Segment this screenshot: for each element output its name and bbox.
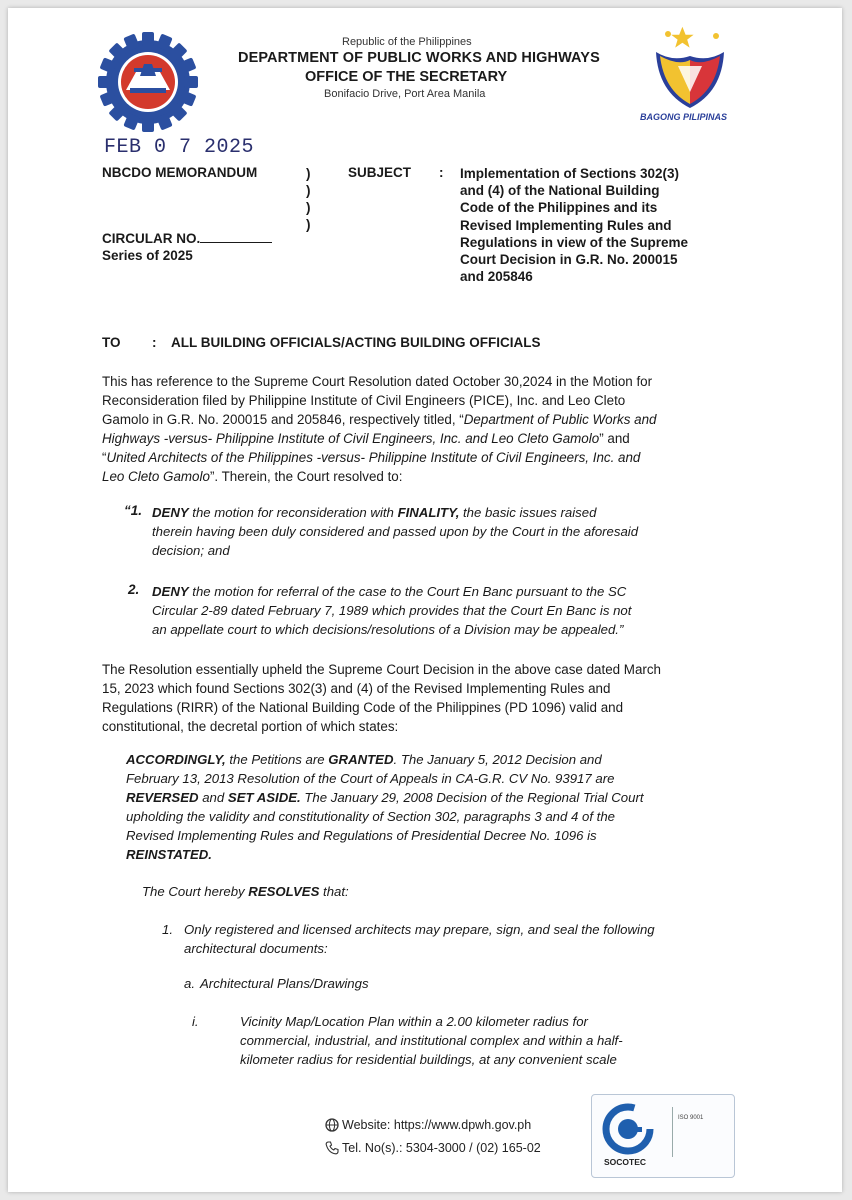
- item-line: Circular 2-89 dated February 7, 1989 which provides that the Court En Banc is not: [152, 603, 632, 618]
- bagong-pilipinas-text: BAGONG PILIPINAS: [640, 112, 728, 122]
- iso-label: ISO 9001: [678, 1115, 704, 1121]
- item-line: decision; and: [152, 543, 230, 558]
- footer-telephone: Tel. No(s).: 5304-3000 / (02) 165-02: [342, 1141, 541, 1155]
- item-line: [152, 503, 718, 522]
- quote-line: February 13, 2013 Resolution of the Court of Appeals in CA-G.R. CV No. 93917 are: [126, 771, 615, 786]
- paragraph-line: This has reference to the Supreme Court Resolution dated October 30,2024 in the Motion for: [102, 374, 653, 389]
- header-department: DEPARTMENT OF PUBLIC WORKS AND HIGHWAYS: [238, 50, 600, 66]
- list-item-number: 1.: [162, 922, 173, 937]
- list-line: architectural documents:: [184, 941, 328, 956]
- text-span: ”. Therein, the Court resolved to:: [209, 469, 403, 484]
- resolved-item-number: “1.: [124, 503, 143, 518]
- paragraph-line: Regulations (RIRR) of the National Building Code of the Philippines (PD 1096) valid and: [102, 700, 624, 715]
- bold-text: GRANTED: [328, 752, 394, 767]
- subject-colon: :: [439, 165, 444, 180]
- decretal-quote: [126, 750, 724, 864]
- header-address: Bonifacio Drive, Port Area Manila: [324, 88, 486, 100]
- subject-line: Code of the Philippines and its: [460, 200, 658, 216]
- list-item-text: [184, 920, 744, 958]
- text-span: the motion for reconsideration with: [188, 505, 398, 520]
- text-span: Gamolo in G.R. No. 200015 and 205846, respectively titled, “: [102, 412, 464, 427]
- subject-line: Regulations in view of the Supreme: [460, 234, 689, 250]
- quote-line: [126, 750, 724, 769]
- text-span: The Court hereby: [142, 884, 249, 899]
- subject-line: Court Decision in G.R. No. 200015: [460, 252, 678, 268]
- resolved-item-number: 2.: [128, 582, 140, 597]
- list-line: Only registered and licensed architects may prepare, sign, and seal the following: [184, 922, 655, 937]
- received-date-stamp: FEB 0 7 2025: [104, 136, 255, 159]
- paragraph-line: [102, 429, 742, 448]
- court-resolves-line: [142, 882, 349, 901]
- bagong-pilipinas-logo: [638, 22, 744, 112]
- phone-icon: [325, 1141, 339, 1155]
- paragraph-line: [102, 467, 742, 486]
- case-title-italic: Leo Cleto Gamolo: [102, 469, 210, 484]
- paragraph-line: [102, 410, 742, 429]
- resolved-item-text: [152, 503, 718, 560]
- subject-line: Revised Implementing Rules and: [460, 217, 672, 233]
- header-office: OFFICE OF THE SECRETARY: [305, 69, 508, 85]
- subject-line: Implementation of Sections 302(3): [460, 166, 680, 181]
- memo-brackets: ) ) ) ): [306, 166, 311, 232]
- circular-number-blank: [200, 230, 272, 243]
- list-line: Vicinity Map/Location Plan within a 2.00 kilometer radius for: [240, 1014, 588, 1029]
- case-title-italic: Department of Public Works and: [463, 412, 657, 427]
- text-span: ” and: [599, 431, 630, 446]
- footer-website: Website: https://www.dpwh.gov.ph: [342, 1118, 532, 1132]
- to-label: TO: [102, 335, 121, 350]
- text-span: The January 29, 2008 Decision of the Regional Trial Court: [300, 790, 644, 805]
- subject-line: and (4) of the National Building: [460, 183, 660, 199]
- header-republic: Republic of the Philippines: [342, 36, 472, 48]
- bold-text: RESOLVES: [248, 884, 320, 899]
- item-line: therein having been duly considered and passed upon by the Court in the aforesaid: [152, 524, 639, 539]
- resolution-paragraph: [102, 660, 742, 736]
- subject-text: [460, 165, 765, 285]
- memo-title: NBCDO MEMORANDUM: [102, 165, 258, 180]
- paragraph-line: Reconsideration filed by Philippine Institute of Civil Engineers (PICE), Inc. and Leo Cleto: [102, 393, 626, 408]
- intro-paragraph: [102, 372, 742, 486]
- socotec-label: SOCOTEC: [604, 1157, 647, 1167]
- item-line: an appellate court to which decisions/resolutions of a Division may be appealed.”: [152, 622, 624, 637]
- subject-label: SUBJECT: [348, 165, 412, 180]
- paragraph-line: 15, 2023 which found Sections 302(3) and (4) of the Revised Implementing Rules and: [102, 681, 611, 696]
- memo-series: Series of 2025: [102, 248, 193, 263]
- sub-sub-item-text: [240, 1012, 715, 1069]
- case-title-italic: Highways -versus- Philippine Institute of Civil Engineers, Inc. and Leo Cleto Gamolo: [102, 431, 600, 446]
- bold-text: FINALITY,: [397, 505, 460, 520]
- text-span: . The January 5, 2012 Decision and: [393, 752, 602, 767]
- paragraph-line: constitutional, the decretal portion of which states:: [102, 719, 399, 734]
- text-span: “: [102, 450, 107, 465]
- quote-line: [126, 845, 724, 864]
- text-span: the Petitions are: [225, 752, 329, 767]
- bold-text: SET ASIDE.: [227, 790, 301, 805]
- circular-number-label: CIRCULAR NO.: [102, 231, 201, 246]
- text-span: the motion for referral of the case to the Court En Banc pursuant to the SC: [188, 584, 627, 599]
- to-colon: :: [152, 335, 157, 350]
- globe-icon: [325, 1118, 339, 1132]
- bold-text: REINSTATED.: [126, 847, 212, 862]
- paragraph-line: The Resolution essentially upheld the Supreme Court Decision in the above case dated March: [102, 662, 662, 677]
- sub-item-text: Architectural Plans/Drawings: [200, 976, 369, 991]
- list-line: kilometer radius for residential buildings, at any convenient scale: [240, 1052, 617, 1067]
- paragraph-line: [102, 448, 742, 467]
- to-recipients: ALL BUILDING OFFICIALS/ACTING BUILDING OFFICIALS: [171, 335, 541, 350]
- quote-line: Revised Implementing Rules and Regulations of Presidential Decree No. 1096 is: [126, 828, 597, 843]
- text-span: the basic issues raised: [459, 505, 597, 520]
- bold-text: REVERSED: [126, 790, 199, 805]
- dpwh-gear-logo: [96, 30, 200, 134]
- text-span: that:: [319, 884, 349, 899]
- socotec-certification-logo: [591, 1094, 735, 1178]
- quote-line: [126, 788, 724, 807]
- bold-text: DENY: [152, 505, 189, 520]
- circular-number: [102, 230, 272, 246]
- resolved-item-text: [152, 582, 718, 639]
- bold-text: DENY: [152, 584, 189, 599]
- text-span: and: [198, 790, 228, 805]
- bold-text: ACCORDINGLY,: [126, 752, 226, 767]
- memorandum-page: [8, 8, 842, 1192]
- list-line: commercial, industrial, and institutional complex and within a half-: [240, 1033, 623, 1048]
- quote-line: upholding the validity and constitutionality of Section 302, paragraphs 3 and 4 of the: [126, 809, 616, 824]
- sub-item-label: a.: [184, 976, 195, 991]
- case-title-italic: United Architects of the Philippines -versus- Philippine Institute of Civil Engineers, Inc. and: [106, 450, 641, 465]
- sub-sub-item-label: i.: [192, 1014, 199, 1029]
- item-line: [152, 582, 718, 601]
- socotec-circle-icon: [602, 1103, 654, 1155]
- subject-line: and 205846: [460, 269, 533, 285]
